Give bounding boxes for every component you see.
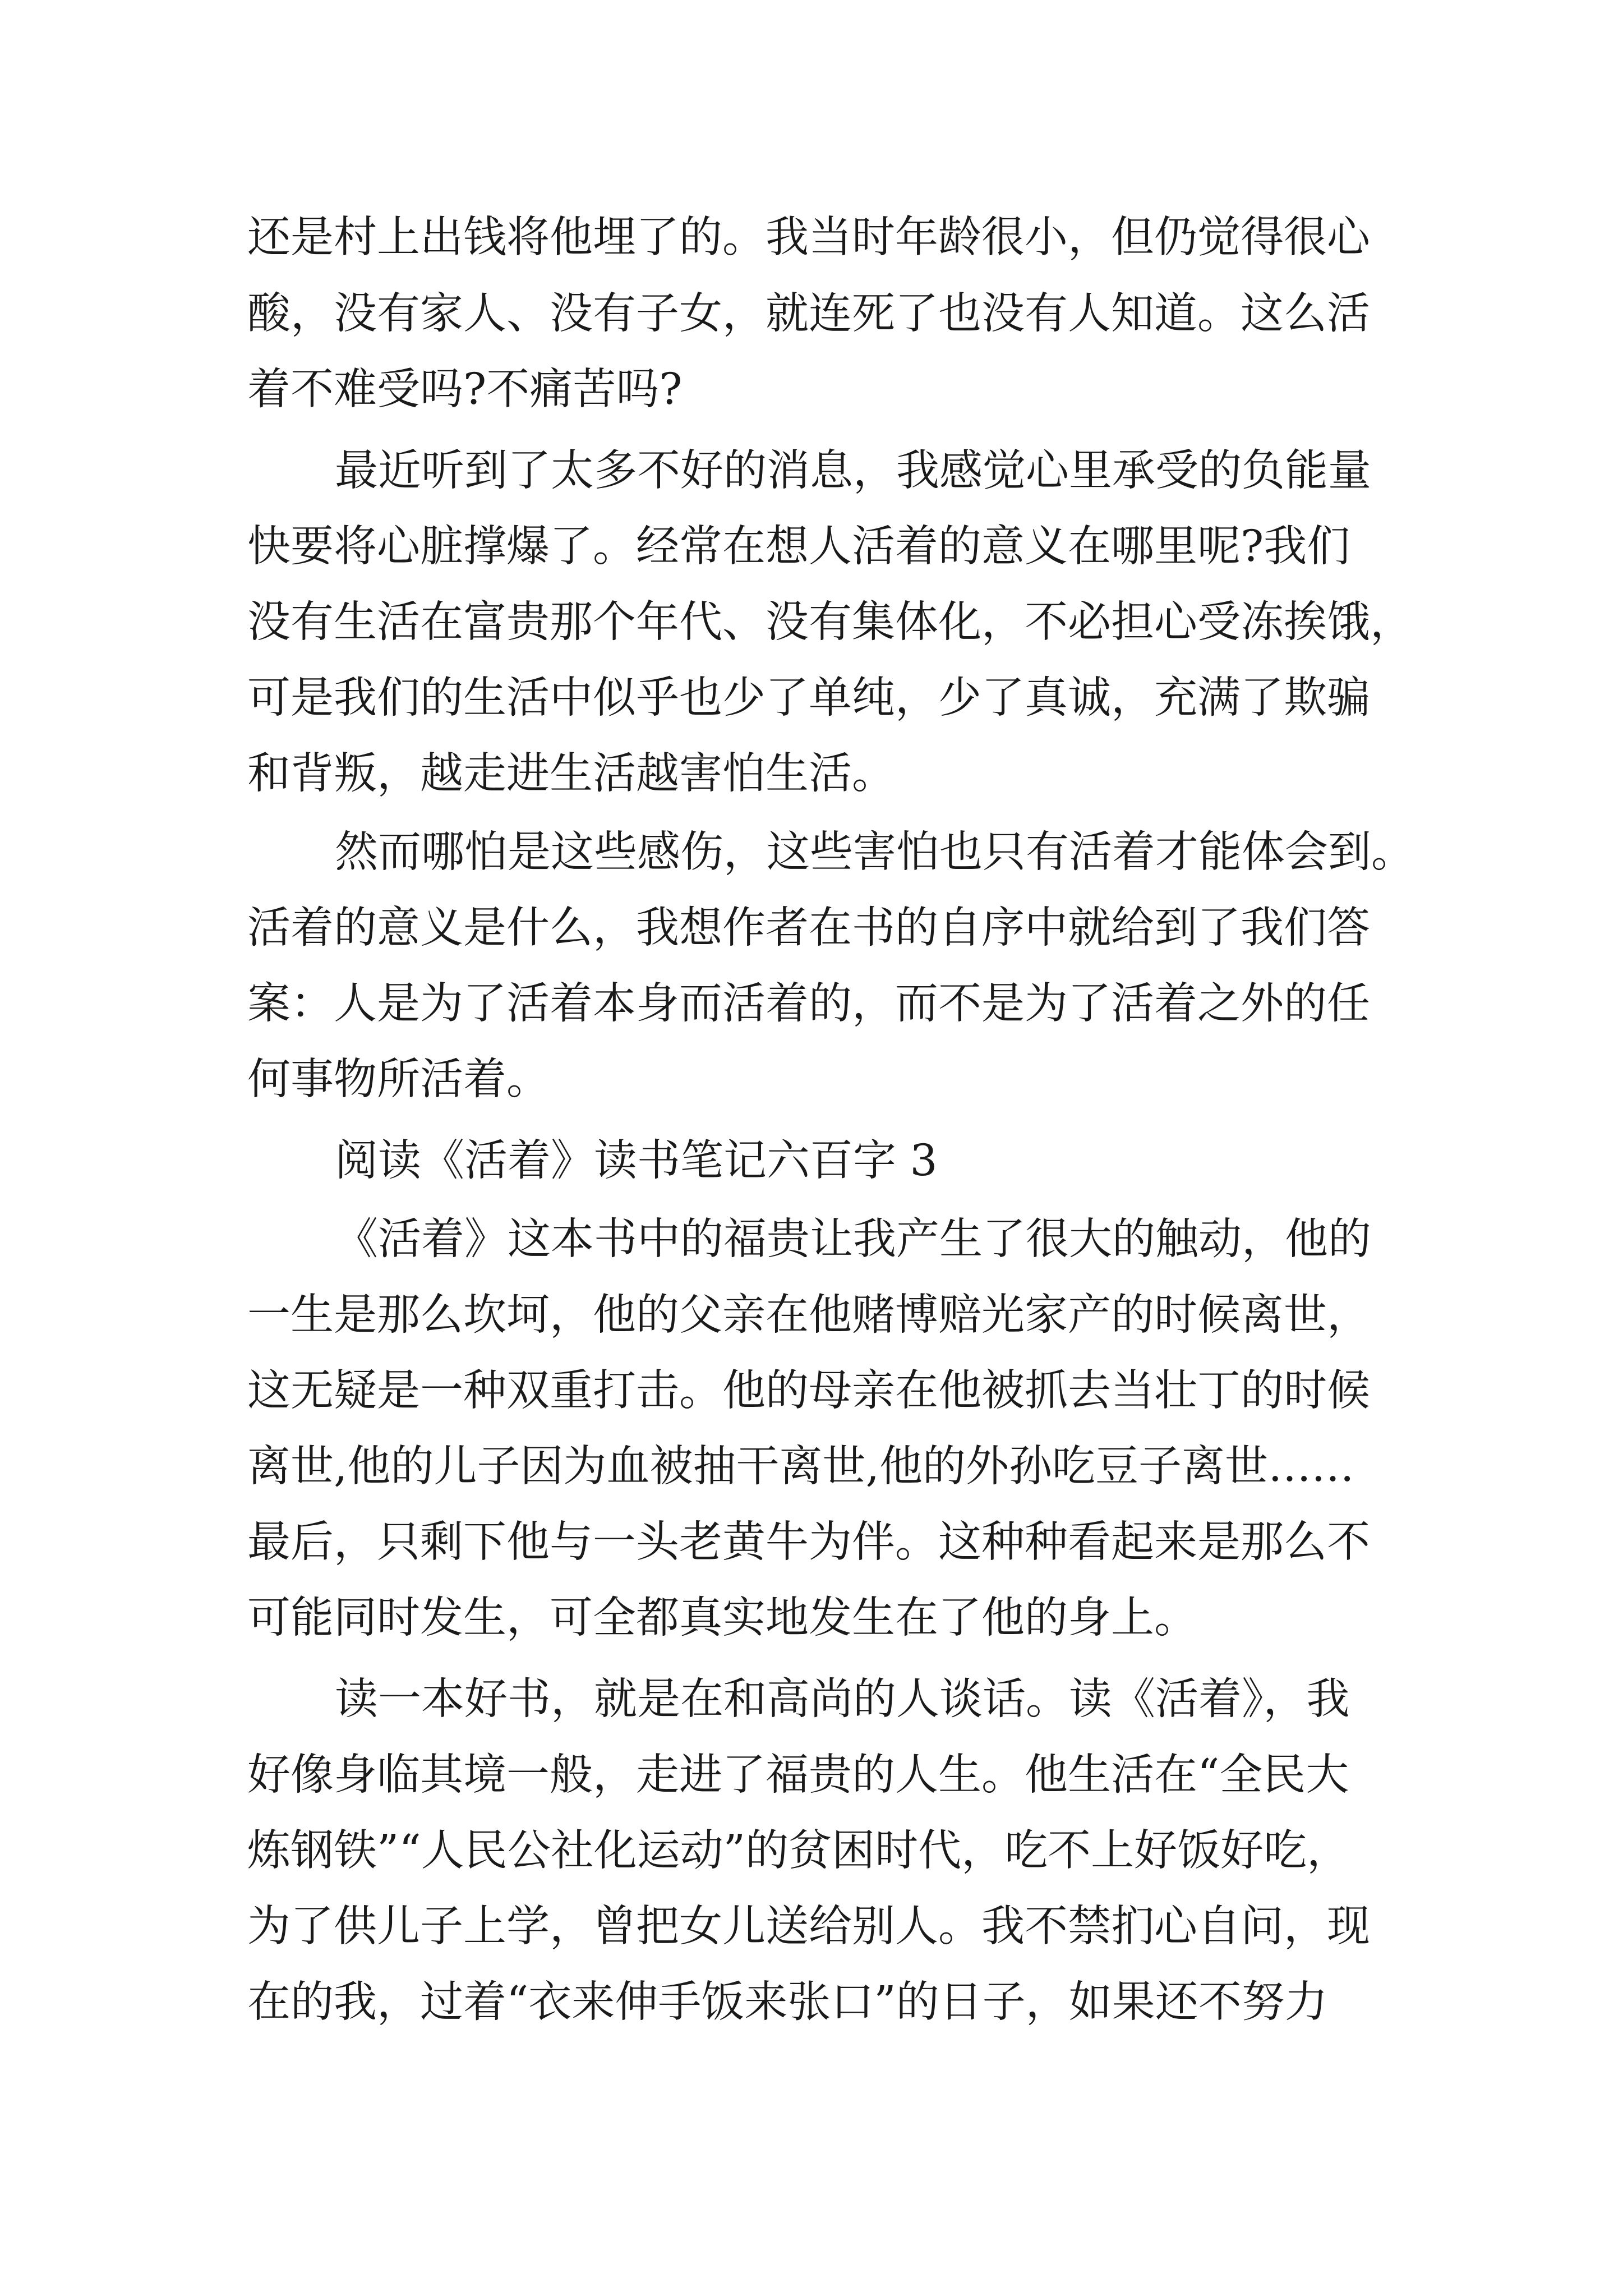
text-line: 酸，没有家人、没有子女，就连死了也没有人知道。这么活 bbox=[247, 289, 1370, 339]
text-line: 好像身临其境一般，走进了福贵的人生。他生活在“全民大 bbox=[247, 1750, 1349, 1800]
text-line: 可能同时发生，可全都真实地发生在了他的身上。 bbox=[247, 1593, 1197, 1643]
text-line: 然而哪怕是这些感伤，这些害怕也只有活着才能体会到。 bbox=[335, 827, 1414, 877]
text-line: 活着的意义是什么，我想作者在书的自序中就给到了我们答 bbox=[247, 903, 1370, 953]
text-line: 案：人是为了活着本身而活着的，而不是为了活着之外的任 bbox=[247, 979, 1370, 1029]
text-line: 这无疑是一种双重打击。他的母亲在他被抓去当壮丁的时候 bbox=[247, 1366, 1370, 1416]
text-line: 《活着》这本书中的福贵让我产生了很大的触动，他的 bbox=[335, 1214, 1371, 1264]
text-line: 为了供儿子上学，曾把女儿送给别人。我不禁扪心自问，现 bbox=[247, 1902, 1370, 1952]
text-line: 炼钢铁”“人民公社化运动”的贫困时代，吃不上好饭好吃， bbox=[247, 1826, 1350, 1876]
text-line: 可是我们的生活中似乎也少了单纯，少了真诚，充满了欺骗 bbox=[247, 673, 1370, 723]
text-line: 在的我，过着“衣来伸手饭来张口”的日子，如果还不努力 bbox=[247, 1977, 1328, 2027]
text-line: 没有生活在富贵那个年代、没有集体化，不必担心受冻挨饿， bbox=[247, 597, 1413, 647]
text-line: 何事物所活着。 bbox=[247, 1055, 550, 1105]
text-line: 最近听到了太多不好的消息，我感觉心里承受的负能量 bbox=[335, 446, 1371, 496]
text-line: 一生是那么坎坷，他的父亲在他赌博赔光家产的时候离世， bbox=[247, 1290, 1370, 1340]
text-line: 读一本好书，就是在和高尚的人谈话。读《活着》，我 bbox=[335, 1674, 1350, 1724]
text-line: 离世,他的儿子因为血被抽干离世,他的外孙吃豆子离世…… bbox=[247, 1442, 1354, 1492]
text-line: 最后，只剩下他与一头老黄牛为伴。这种种看起来是那么不 bbox=[247, 1517, 1370, 1567]
text-line: 快要将心脏撑爆了。经常在想人活着的意义在哪里呢?我们 bbox=[247, 522, 1350, 572]
text-line: 着不难受吗?不痛苦吗? bbox=[247, 365, 683, 415]
section-heading: 阅读《活着》读书笔记六百字 3 bbox=[335, 1136, 938, 1186]
text-line: 还是村上出钱将他埋了的。我当时年龄很小，但仍觉得很心 bbox=[247, 213, 1370, 263]
text-line: 和背叛，越走进生活越害怕生活。 bbox=[247, 749, 895, 799]
